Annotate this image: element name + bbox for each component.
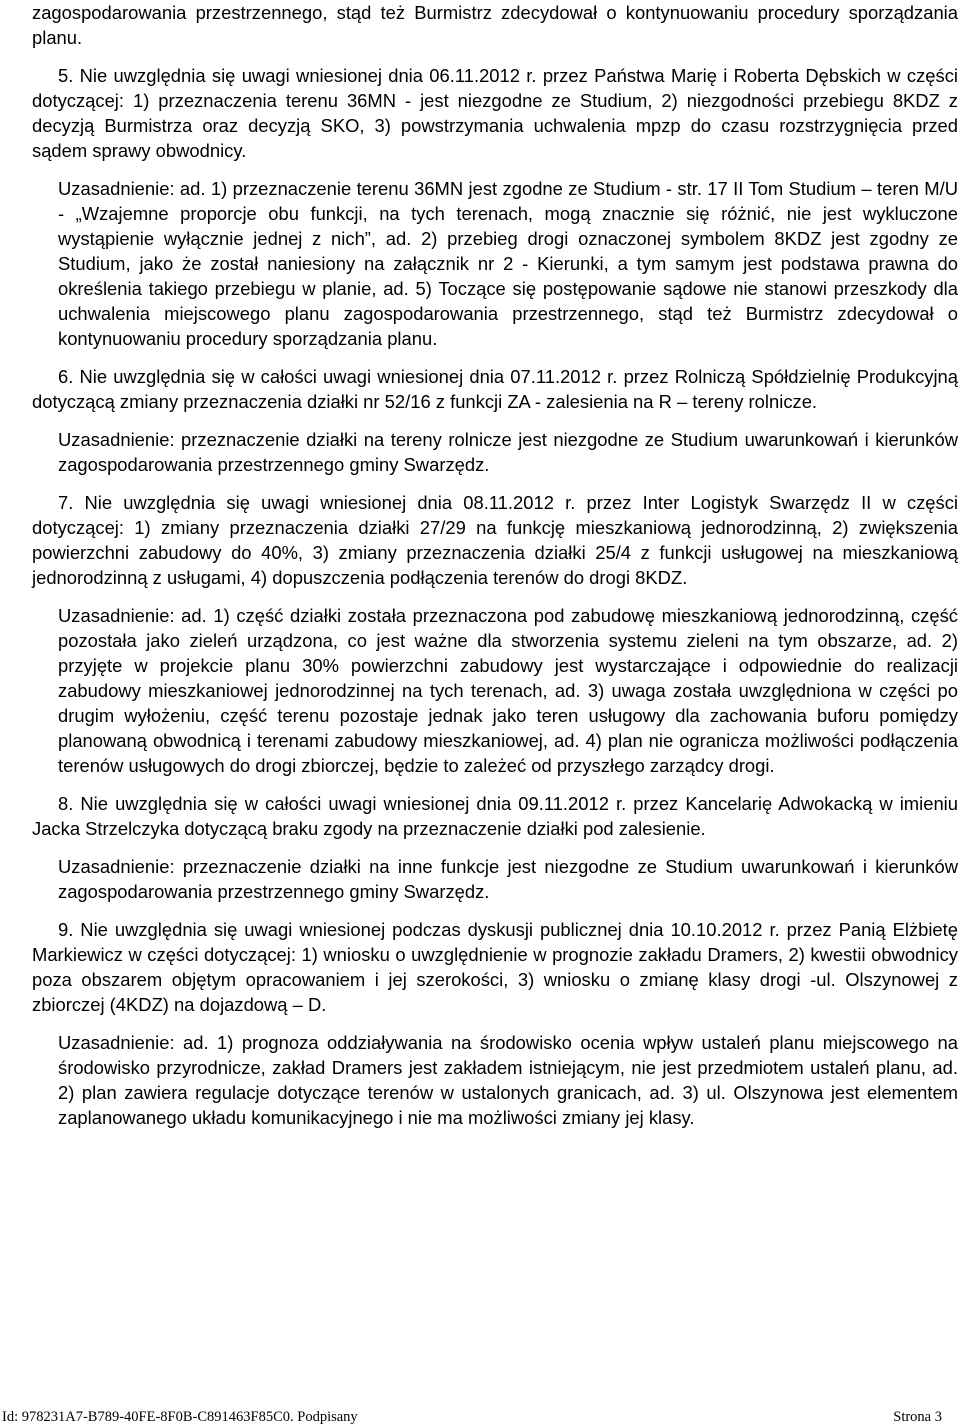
paragraph-item-8: 8. Nie uwzględnia się w całości uwagi wniesionej dnia 09.11.2012 r. przez Kancelarię Adwokacką w imieniu Jacka Strzelczyka dotyczącą braku zgody na przeznaczenie działki pod zalesienie. [32, 793, 958, 839]
paragraph-item-9: 9. Nie uwzględnia się uwagi wniesionej podczas dyskusji publicznej dnia 10.10.2012 r. przez Panią Elżbietę Markiewicz w części dotyczącej: 1) wniosku o uwzględnienie w prognozie zakładu Dramers, 2) kwestii obwodnicy poza obszarem objętym opracowaniem i jej szerokości, 3) wniosku o zmianę klasy drogi -ul. Olszynowej z zbiorczej (4KDZ) na dojazdową – D. [32, 919, 958, 1015]
paragraph-justification-7: Uzasadnienie: ad. 1) część działki została przeznaczona pod zabudowę mieszkaniową jednorodzinną, część pozostała jako zieleń urządzona, co jest ważne dla stworzenia systemu zieleni na tym obszarze, ad. 2) przyjęte w projekcie planu 30% powierzchni zabudowy jest wystarczające i odpowiednie do realizacji zabudowy mieszkaniowej jednorodzinnej na tych terenach, ad. 3) uwaga została uwzględniona w części po drugim wyłożeniu, część terenu pozostaje jednak jako teren usługowy dla zachowania buforu pomiędzy planowaną obwodnicą i terenami zabudowy mieszkaniowej, ad. 4) plan nie ogranicza możliwości podłączenia terenów usługowych do drogi zbiorczej, będzie to zależeć od przyszłego zarządcy drogi. [58, 605, 958, 776]
paragraph-item-6: 6. Nie uwzględnia się w całości uwagi wniesionej dnia 07.11.2012 r. przez Rolniczą Spółdzielnię Produkcyjną dotyczącą zmiany przeznaczenia działki nr 52/16 z funkcji ZA - zalesienia na R – tereny rolnicze. [32, 366, 958, 412]
paragraph-justification-9: Uzasadnienie: ad. 1) prognoza oddziaływania na środowisko ocenia wpływ ustaleń planu miejscowego na środowisko przyrodnicze, zakład Dramers jest zakładem istniejącym, nie jest przedmiotem ustaleń planu, ad. 2) plan zawiera regulacje dotyczące terenów w ustalonych granicach, ad. 3) ul. Olszynowa jest elementem zaplanowanego układu komunikacyjnego i nie ma możliwości zmiany jej klasy. [58, 1032, 958, 1128]
document-id-signature: Id: 978231A7-B789-40FE-8F0B-C891463F85C0. Podpisany [2, 1409, 358, 1425]
paragraph-justification-8: Uzasadnienie: przeznaczenie działki na inne funkcje jest niezgodne ze Studium uwarunkowań i kierunków zagospodarowania przestrzennego gminy Swarzędz. [58, 856, 958, 902]
paragraph-item-7: 7. Nie uwzględnia się uwagi wniesionej dnia 08.11.2012 r. przez Inter Logistyk Swarzędz II w części dotyczącej: 1) zmiany przeznaczenia działki 27/29 na funkcję mieszkaniową jednorodzinną, 2) zwiększenia powierzchni zabudowy do 40%, 3) zmiany przeznaczenia działki 25/4 z funkcji usługowej na mieszkaniową jednorodzinną z usługami, 4) dopuszczenia podłączenia terenów do drogi 8KDZ. [32, 492, 958, 588]
document-body [32, 0, 958, 1130]
paragraph-continuation: zagospodarowania przestrzennego, stąd też Burmistrz zdecydował o kontynuowaniu procedury sporządzania planu. [32, 2, 958, 48]
paragraph-item-5: 5. Nie uwzględnia się uwagi wniesionej dnia 06.11.2012 r. przez Państwa Marię i Roberta Dębskich w części dotyczącej: 1) przeznaczenia terenu 36MN - jest niezgodne ze Studium, 2) niezgodności przebiegu 8KDZ z decyzją Burmistrza oraz decyzją SKO, 3) powstrzymania uchwalenia mpzp do czasu rozstrzygnięcia przed sądem sprawy obwodnicy. [32, 65, 958, 161]
page-number: Strona 3 [893, 1409, 942, 1425]
paragraph-justification-6: Uzasadnienie: przeznaczenie działki na tereny rolnicze jest niezgodne ze Studium uwarunkowań i kierunków zagospodarowania przestrzennego gminy Swarzędz. [58, 429, 958, 475]
paragraph-justification-5: Uzasadnienie: ad. 1) przeznaczenie terenu 36MN jest zgodne ze Studium - str. 17 II Tom Studium – teren M/U - „Wzajemne proporcje obu funkcji, na tych terenach, mogą znacznie się różnić, nie jest wykluczone wystąpienie wyłącznie jednej z nich”, ad. 2) przebieg drogi oznaczonej symbolem 8KDZ jest zgodny ze Studium, jako że został naniesiony na załącznik nr 2 - Kierunki, a tym samym jest podstawa prawna do określenia takiego przebiegu w planie, ad. 5) Toczące się postępowanie sądowe nie stanowi przeszkody dla uchwalenia miejscowego planu zagospodarowania przestrzennego, stąd też Burmistrz zdecydował o kontynuowaniu procedury sporządzania planu. [58, 178, 958, 349]
